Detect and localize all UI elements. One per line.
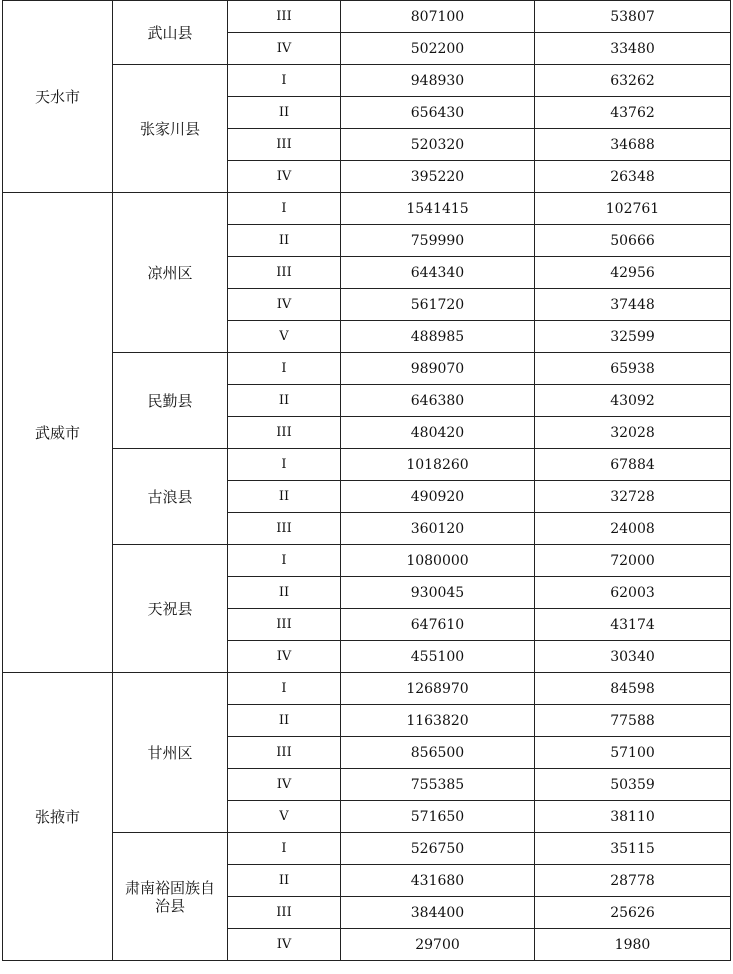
value-cell: 856500 bbox=[341, 737, 535, 769]
grade-cell: III bbox=[228, 737, 341, 769]
value-cell: 1541415 bbox=[341, 193, 535, 225]
value-cell: 33480 bbox=[535, 33, 731, 65]
value-cell: 1080000 bbox=[341, 545, 535, 577]
value-cell: 43092 bbox=[535, 385, 731, 417]
grade-cell: III bbox=[228, 897, 341, 929]
county-cell: 甘州区 bbox=[113, 673, 228, 833]
value-cell: 455100 bbox=[341, 641, 535, 673]
county-cell: 民勤县 bbox=[113, 353, 228, 449]
grade-cell: IV bbox=[228, 641, 341, 673]
county-cell: 凉州区 bbox=[113, 193, 228, 353]
value-cell: 1268970 bbox=[341, 673, 535, 705]
grade-cell: V bbox=[228, 321, 341, 353]
county-cell: 张家川县 bbox=[113, 65, 228, 193]
grade-cell: III bbox=[228, 1, 341, 33]
value-cell: 644340 bbox=[341, 257, 535, 289]
grade-cell: I bbox=[228, 673, 341, 705]
grade-cell: II bbox=[228, 225, 341, 257]
grade-cell: I bbox=[228, 449, 341, 481]
land-price-table bbox=[2, 0, 731, 961]
grade-cell: II bbox=[228, 385, 341, 417]
value-cell: 571650 bbox=[341, 801, 535, 833]
grade-cell: II bbox=[228, 705, 341, 737]
value-cell: 67884 bbox=[535, 449, 731, 481]
value-cell: 26348 bbox=[535, 161, 731, 193]
value-cell: 647610 bbox=[341, 609, 535, 641]
value-cell: 561720 bbox=[341, 289, 535, 321]
value-cell: 360120 bbox=[341, 513, 535, 545]
table-row bbox=[3, 65, 731, 97]
grade-cell: I bbox=[228, 545, 341, 577]
value-cell: 32728 bbox=[535, 481, 731, 513]
value-cell: 28778 bbox=[535, 865, 731, 897]
grade-cell: II bbox=[228, 865, 341, 897]
table-row bbox=[3, 833, 731, 865]
grade-cell: IV bbox=[228, 161, 341, 193]
value-cell: 50359 bbox=[535, 769, 731, 801]
value-cell: 34688 bbox=[535, 129, 731, 161]
city-cell: 张掖市 bbox=[3, 673, 113, 961]
county-cell: 古浪县 bbox=[113, 449, 228, 545]
table-row bbox=[3, 545, 731, 577]
value-cell: 930045 bbox=[341, 577, 535, 609]
grade-cell: III bbox=[228, 129, 341, 161]
value-cell: 488985 bbox=[341, 321, 535, 353]
value-cell: 989070 bbox=[341, 353, 535, 385]
grade-cell: IV bbox=[228, 929, 341, 961]
value-cell: 37448 bbox=[535, 289, 731, 321]
value-cell: 35115 bbox=[535, 833, 731, 865]
grade-cell: IV bbox=[228, 289, 341, 321]
value-cell: 30340 bbox=[535, 641, 731, 673]
value-cell: 24008 bbox=[535, 513, 731, 545]
value-cell: 32028 bbox=[535, 417, 731, 449]
value-cell: 63262 bbox=[535, 65, 731, 97]
grade-cell: I bbox=[228, 193, 341, 225]
grade-cell: I bbox=[228, 65, 341, 97]
value-cell: 646380 bbox=[341, 385, 535, 417]
table-row bbox=[3, 449, 731, 481]
value-cell: 1980 bbox=[535, 929, 731, 961]
value-cell: 57100 bbox=[535, 737, 731, 769]
county-cell: 天祝县 bbox=[113, 545, 228, 673]
county-cell: 武山县 bbox=[113, 1, 228, 65]
value-cell: 480420 bbox=[341, 417, 535, 449]
value-cell: 755385 bbox=[341, 769, 535, 801]
value-cell: 43762 bbox=[535, 97, 731, 129]
city-cell: 武威市 bbox=[3, 193, 113, 673]
value-cell: 431680 bbox=[341, 865, 535, 897]
value-cell: 43174 bbox=[535, 609, 731, 641]
table-row bbox=[3, 673, 731, 705]
grade-cell: I bbox=[228, 353, 341, 385]
grade-cell: V bbox=[228, 801, 341, 833]
grade-cell: IV bbox=[228, 769, 341, 801]
value-cell: 759990 bbox=[341, 225, 535, 257]
value-cell: 395220 bbox=[341, 161, 535, 193]
value-cell: 1163820 bbox=[341, 705, 535, 737]
value-cell: 656430 bbox=[341, 97, 535, 129]
grade-cell: III bbox=[228, 513, 341, 545]
value-cell: 29700 bbox=[341, 929, 535, 961]
table-row bbox=[3, 1, 731, 33]
grade-cell: IV bbox=[228, 33, 341, 65]
city-cell: 天水市 bbox=[3, 1, 113, 193]
grade-cell: II bbox=[228, 577, 341, 609]
value-cell: 72000 bbox=[535, 545, 731, 577]
value-cell: 25626 bbox=[535, 897, 731, 929]
value-cell: 490920 bbox=[341, 481, 535, 513]
value-cell: 77588 bbox=[535, 705, 731, 737]
value-cell: 384400 bbox=[341, 897, 535, 929]
value-cell: 32599 bbox=[535, 321, 731, 353]
grade-cell: II bbox=[228, 481, 341, 513]
value-cell: 84598 bbox=[535, 673, 731, 705]
value-cell: 102761 bbox=[535, 193, 731, 225]
table-row bbox=[3, 353, 731, 385]
value-cell: 1018260 bbox=[341, 449, 535, 481]
value-cell: 38110 bbox=[535, 801, 731, 833]
grade-cell: III bbox=[228, 257, 341, 289]
value-cell: 62003 bbox=[535, 577, 731, 609]
value-cell: 520320 bbox=[341, 129, 535, 161]
value-cell: 50666 bbox=[535, 225, 731, 257]
grade-cell: III bbox=[228, 609, 341, 641]
value-cell: 53807 bbox=[535, 1, 731, 33]
table-body bbox=[3, 1, 731, 961]
value-cell: 526750 bbox=[341, 833, 535, 865]
value-cell: 948930 bbox=[341, 65, 535, 97]
value-cell: 65938 bbox=[535, 353, 731, 385]
grade-cell: III bbox=[228, 417, 341, 449]
value-cell: 502200 bbox=[341, 33, 535, 65]
table-row bbox=[3, 193, 731, 225]
grade-cell: II bbox=[228, 97, 341, 129]
value-cell: 807100 bbox=[341, 1, 535, 33]
value-cell: 42956 bbox=[535, 257, 731, 289]
grade-cell: I bbox=[228, 833, 341, 865]
county-cell: 肃南裕固族自治县 bbox=[113, 833, 228, 961]
